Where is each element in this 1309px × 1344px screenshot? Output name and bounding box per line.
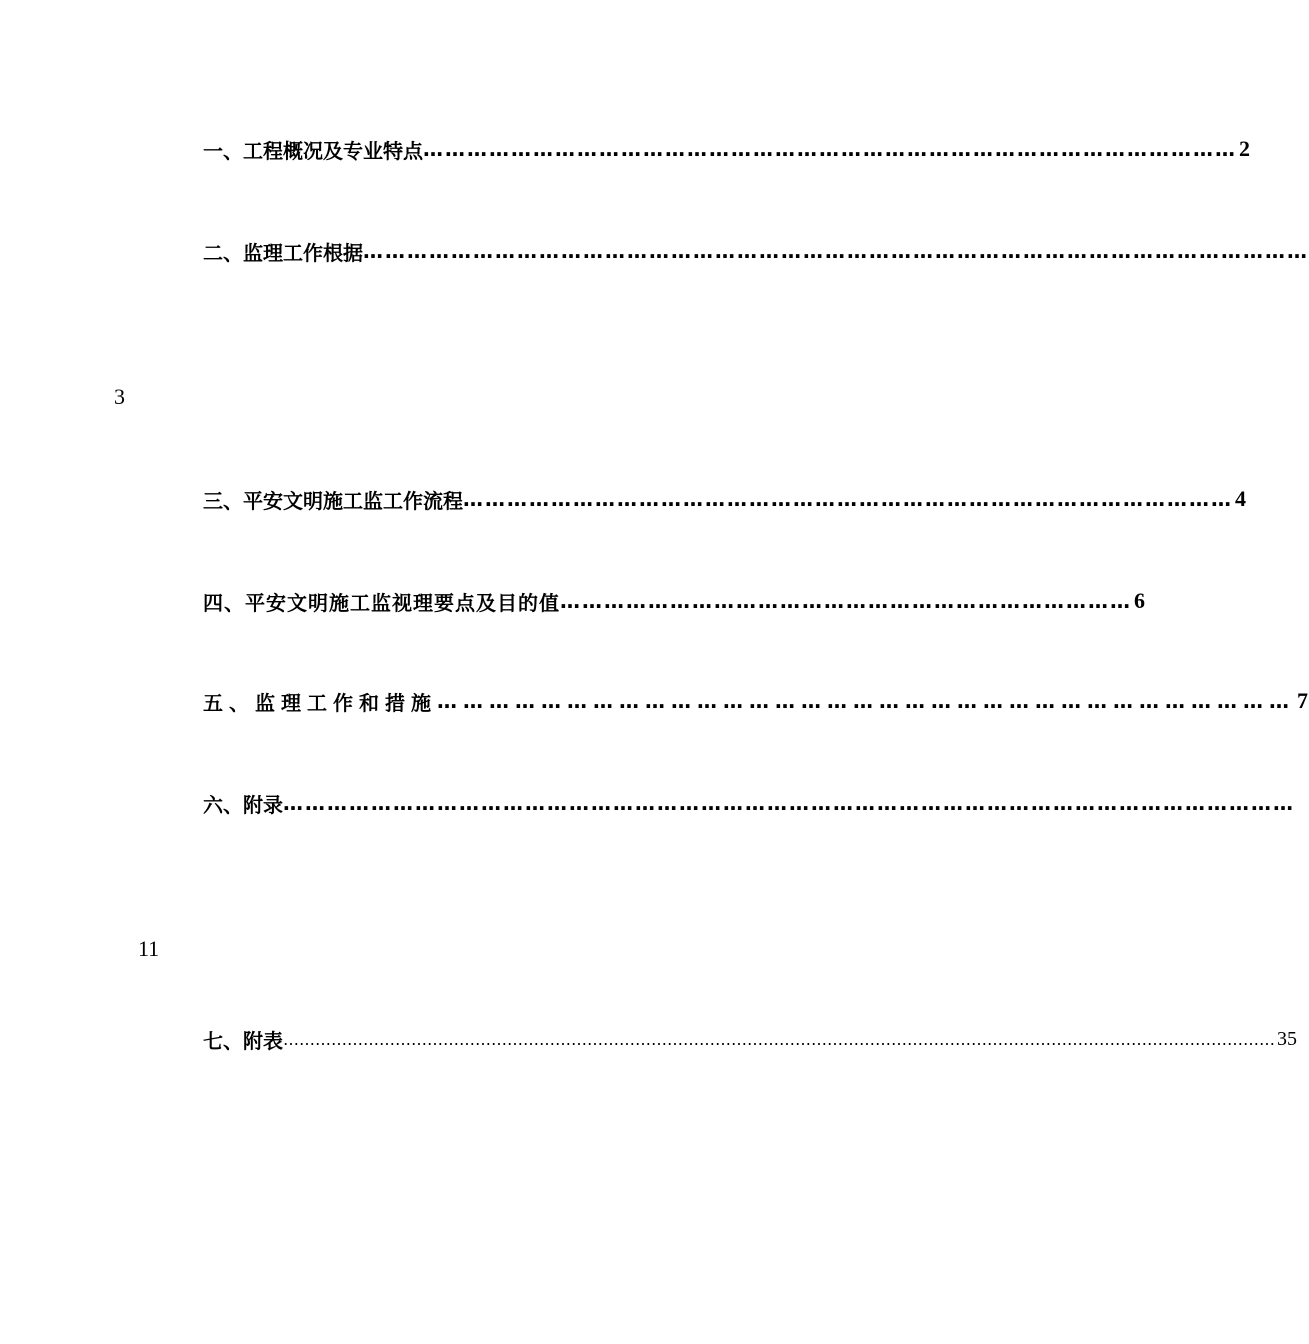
page-number-wrapped: 3 xyxy=(114,384,125,409)
toc-page-number: 4 xyxy=(1235,486,1246,511)
toc-entry-label: 二、监理工作根据 xyxy=(203,240,363,265)
toc-entry-label: 五、监理工作和措施 xyxy=(203,690,437,715)
toc-entry-6[interactable] xyxy=(203,788,1295,818)
toc-page-number: 2 xyxy=(1239,136,1250,161)
toc-entry-4[interactable] xyxy=(203,586,1145,616)
toc-entry-label: 四、平安文明施工监视理要点及目的值 xyxy=(203,590,560,615)
toc-dot-leader: ……………………………………………………………………………………… xyxy=(437,689,1295,713)
toc-dot-leader: …………………………………………………………………………………………………………………………………………………………………… xyxy=(283,1029,1275,1049)
toc-entry-label: 三、平安文明施工监工作流程 xyxy=(203,488,463,513)
toc-dot-leader: …………………………………………………………………… xyxy=(560,589,1132,613)
toc-dot-leader: ………………………………………………………………………………………………………………………… xyxy=(283,791,1295,815)
toc-entry-label: 六、附录 xyxy=(203,792,283,817)
toc-entry-label: 一、工程概况及专业特点 xyxy=(203,138,423,163)
toc-entry-1[interactable] xyxy=(203,134,1250,164)
toc-page-number: 7 xyxy=(1297,688,1308,713)
toc-entry-5[interactable] xyxy=(203,686,1308,716)
toc-dot-leader: …………………………………………………………………………………………… xyxy=(463,487,1233,511)
toc-page-number: 35 xyxy=(1277,1027,1297,1050)
toc-dot-leader: ………………………………………………………………………………………………………………… xyxy=(363,239,1309,263)
toc-entry-label: 七、附表 xyxy=(203,1028,283,1053)
toc-dot-leader: ………………………………………………………………………………………………… xyxy=(423,137,1237,161)
toc-entry-3[interactable] xyxy=(203,484,1246,514)
toc-entry-7[interactable] xyxy=(203,1024,1297,1054)
toc-page-number: 6 xyxy=(1134,588,1145,613)
toc-entry-2[interactable] xyxy=(203,236,1309,266)
page-number-wrapped: 11 xyxy=(138,936,160,961)
